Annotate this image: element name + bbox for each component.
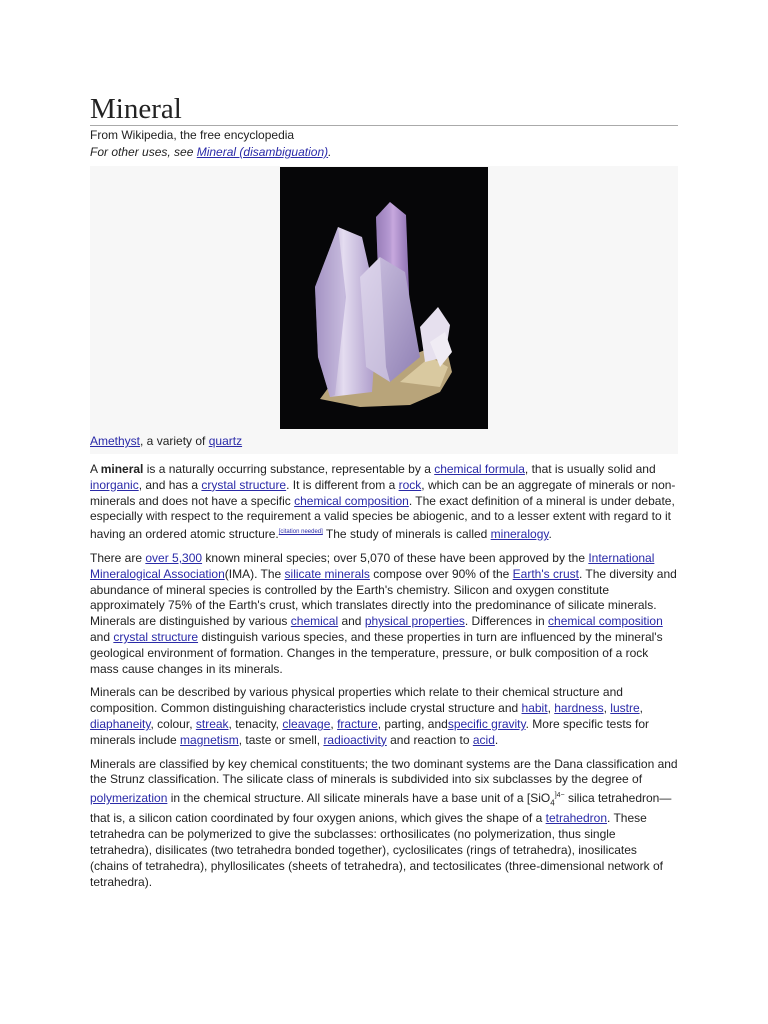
link-diaphaneity[interactable]: diaphaneity — [90, 716, 151, 731]
link-habit[interactable]: habit — [521, 701, 548, 716]
link-earths-crust[interactable]: Earth's crust — [512, 566, 579, 581]
hatnote-suffix: . — [328, 145, 332, 159]
link-tetrahedron[interactable]: tetrahedron — [545, 811, 607, 826]
amethyst-link[interactable]: Amethyst — [90, 434, 141, 448]
link-inorganic[interactable]: inorganic — [90, 477, 139, 492]
article-body — [90, 462, 678, 898]
quartz-link[interactable]: quartz — [208, 434, 243, 448]
caption-text: , a variety of — [140, 434, 209, 448]
link-over-5300[interactable]: over 5,300 — [145, 550, 203, 565]
link-chemical-composition-2[interactable]: chemical composition — [548, 614, 663, 629]
hatnote — [90, 145, 331, 159]
link-chemical[interactable]: chemical — [290, 614, 339, 629]
link-hardness[interactable]: hardness — [554, 701, 604, 716]
link-cleavage[interactable]: cleavage — [282, 716, 331, 731]
term-mineral: mineral — [100, 462, 144, 476]
link-polymerization[interactable]: polymerization — [90, 791, 168, 806]
link-chemical-composition[interactable]: chemical composition — [294, 493, 409, 508]
link-lustre[interactable]: lustre — [610, 701, 640, 716]
link-streak[interactable]: streak — [195, 716, 229, 731]
paragraph-3: Minerals can be described by various physical properties which relate to their chemical structure and composition. Common distinguishing characteristics include crystal structure and habit, hardness, lustre, diaphaneity, colour, streak, tenacity, cleavage, fracture, parting, andspecific gravity. More specific tests for minerals include magnetism, taste or smell, radioactivity and reaction to acid. — [90, 685, 650, 747]
paragraph-1: A mineral is a naturally occurring substance, representable by a chemical formula, that is usually solid and inorganic, and has a crystal structure. It is different from a rock, which can be an aggregate of minerals or non-minerals and does not have a specific chemical composition. The exact definition of a mineral is under debate, especially with respect to the requirement a valid species be abiogenic, and to a lesser extent with regard to it having an ordered atomic structure.[citation needed] The study of minerals is called mineralogy. — [90, 462, 676, 542]
link-crystal-structure[interactable]: crystal structure — [201, 477, 287, 492]
link-acid[interactable]: acid — [472, 732, 495, 747]
title-divider — [90, 125, 678, 126]
subscript: 4 — [550, 798, 555, 808]
link-magnetism[interactable]: magnetism — [180, 732, 239, 747]
amethyst-image[interactable] — [280, 167, 488, 429]
link-fracture[interactable]: fracture — [337, 716, 378, 731]
link-mineralogy[interactable]: mineralogy — [490, 527, 549, 542]
link-rock[interactable]: rock — [398, 477, 422, 492]
superscript: ]4− — [554, 792, 565, 800]
link-chemical-formula[interactable]: chemical formula — [434, 462, 525, 476]
citation-needed[interactable]: [citation needed] — [278, 529, 323, 536]
link-radioactivity[interactable]: radioactivity — [323, 732, 387, 747]
figure — [90, 166, 678, 454]
link-ima[interactable]: International Mineralogical Association — [90, 550, 655, 581]
paragraph-4: Minerals are classified by key chemical constituents; the two dominant systems are the Dana classification and the Strunz classification. The silicate class of minerals is subdivided into six subclasses by the degree of polymerization in the chemical structure. All silicate minerals have a base unit of a [SiO$_4^{]4-}$ silica tetrahedron—that is, a silicon cation coordinated by four oxygen anions, which gives the shape of a tetrahedron. These tetrahedra can be polymerized to give the subclasses: orthosilicates (no polymerization, thus single tetrahedra), disilicates (two tetrahedra bonded together), cyclosilicates (rings of tetrahedra), inosilicates (chains of tetrahedra), phyllosilicates (sheets of tetrahedra), and tectosilicates (three-dimensional network of tetrahedra). — [90, 756, 678, 889]
link-silicate-minerals[interactable]: silicate minerals — [284, 566, 370, 581]
paragraph-2: There are over 5,300 known mineral species; over 5,070 of these have been approved by the International Mineralogical Association(IMA). The silicate minerals compose over 90% of the Earth's crust. The diversity and abundance of mineral species is controlled by the Earth's chemistry. Silicon and oxygen constitute approximately 75% of the Earth's crust, which translates directly into the predominance of silicate minerals. Minerals are distinguished by various chemical and physical properties. Differences in chemical composition and crystal structure distinguish various species, and these properties in turn are influenced by the mineral's geological environment of formation. Changes in the temperature, pressure, or bulk composition of a rock mass cause changes in its minerals. — [90, 550, 677, 676]
tagline: From Wikipedia, the free encyclopedia — [90, 128, 295, 142]
link-physical-properties[interactable]: physical properties — [364, 614, 465, 629]
hatnote-prefix: For other uses, see — [90, 145, 197, 159]
link-specific-gravity[interactable]: specific gravity — [447, 716, 526, 731]
disambiguation-link[interactable]: Mineral (disambiguation) — [196, 145, 329, 159]
page-title: Mineral — [90, 93, 182, 125]
figure-caption — [90, 434, 242, 448]
link-crystal-structure-2[interactable]: crystal structure — [113, 629, 199, 644]
